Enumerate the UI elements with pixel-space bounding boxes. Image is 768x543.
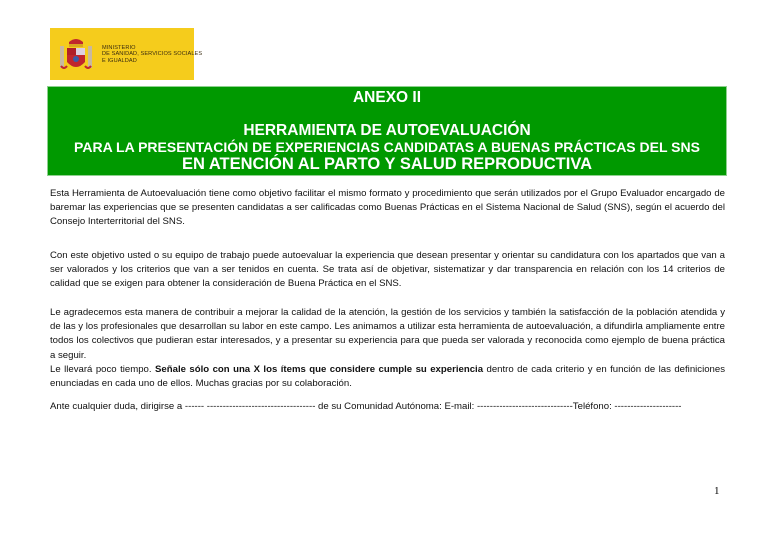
topic-title: EN ATENCIÓN AL PARTO Y SALUD REPRODUCTIVA	[181, 155, 593, 173]
subtitle: PARA LA PRESENTACIÓN DE EXPERIENCIAS CANDIDATAS A BUENAS PRÁCTICAS DEL SNS	[74, 139, 700, 155]
annex-label: ANEXO II	[352, 89, 422, 106]
instructions-text: Le llevará poco tiempo.	[50, 364, 156, 375]
instructions-paragraph	[50, 363, 725, 391]
instructions-text-end: dentro de cada criterio y en función de las definiciones enunciadas en cada uno de ellos. Muchas gracias por su colaboración.	[50, 364, 726, 390]
ministry-line-3: E IGUALDAD	[102, 57, 137, 64]
thanks-paragraph: Le agradecemos esta manera de contribuir a mejorar la calidad de la atención, la gestión de los servicios y también la satisfacción de la población atendida y de las y los profesionales que desarrollan su labor en este campo. Les animamos a utilizar esta herramienta de autoevaluación, a difundirla ampliamente entre todos los colectivos que pudieran estar interesados, y a presentar su experiencia para que pueda ser valorada y reconocida como ejemplo de buena práctica a seguir.	[50, 307, 725, 361]
contact-line: Ante cualquier duda, dirigirse a ------ ---------------------------------- de su Comunidad Autónoma: E-mail: ------------------------------Teléfono: ---------------------	[50, 401, 682, 412]
objective-paragraph: Con este objetivo usted o su equipo de trabajo puede autoevaluar la experiencia que desean presentar y orientar su candidatura con los apartados que van a ser valorados y los criterios que van a ser tenidos en cuenta. Se trata así de objetivar, sistematizar y dar transparencia en relación con los 14 criterios de calidad que se exigen para obtener la consideración de Buena Práctica en el SNS.	[50, 250, 725, 290]
ministry-logo	[50, 28, 203, 80]
ministry-line-1: MINISTERIO	[102, 45, 136, 51]
spain-coat-of-arms-icon	[59, 36, 93, 74]
instructions-emphasis: Señale sólo con una X los ítems que considere cumple su experiencia	[155, 364, 484, 375]
title-banner	[47, 86, 727, 176]
page-number: 1	[714, 485, 720, 497]
ministry-line-2: DE SANIDAD, SERVICIOS SOCIALES	[102, 51, 203, 58]
intro-paragraph: Esta Herramienta de Autoevaluación tiene como objetivo facilitar el mismo formato y procedimiento que serán utilizados por el Grupo Evaluador encargado de baremar las experiencias que se presenten candidatas a ser calificadas como Buenas Prácticas en el Sistema Nacional de Salud (SNS), según el acuerdo del Consejo Interterritorial del SNS.	[50, 188, 725, 228]
ministry-name	[102, 45, 202, 64]
tool-title: HERRAMIENTA DE AUTOEVALUACIÓN	[243, 122, 531, 139]
